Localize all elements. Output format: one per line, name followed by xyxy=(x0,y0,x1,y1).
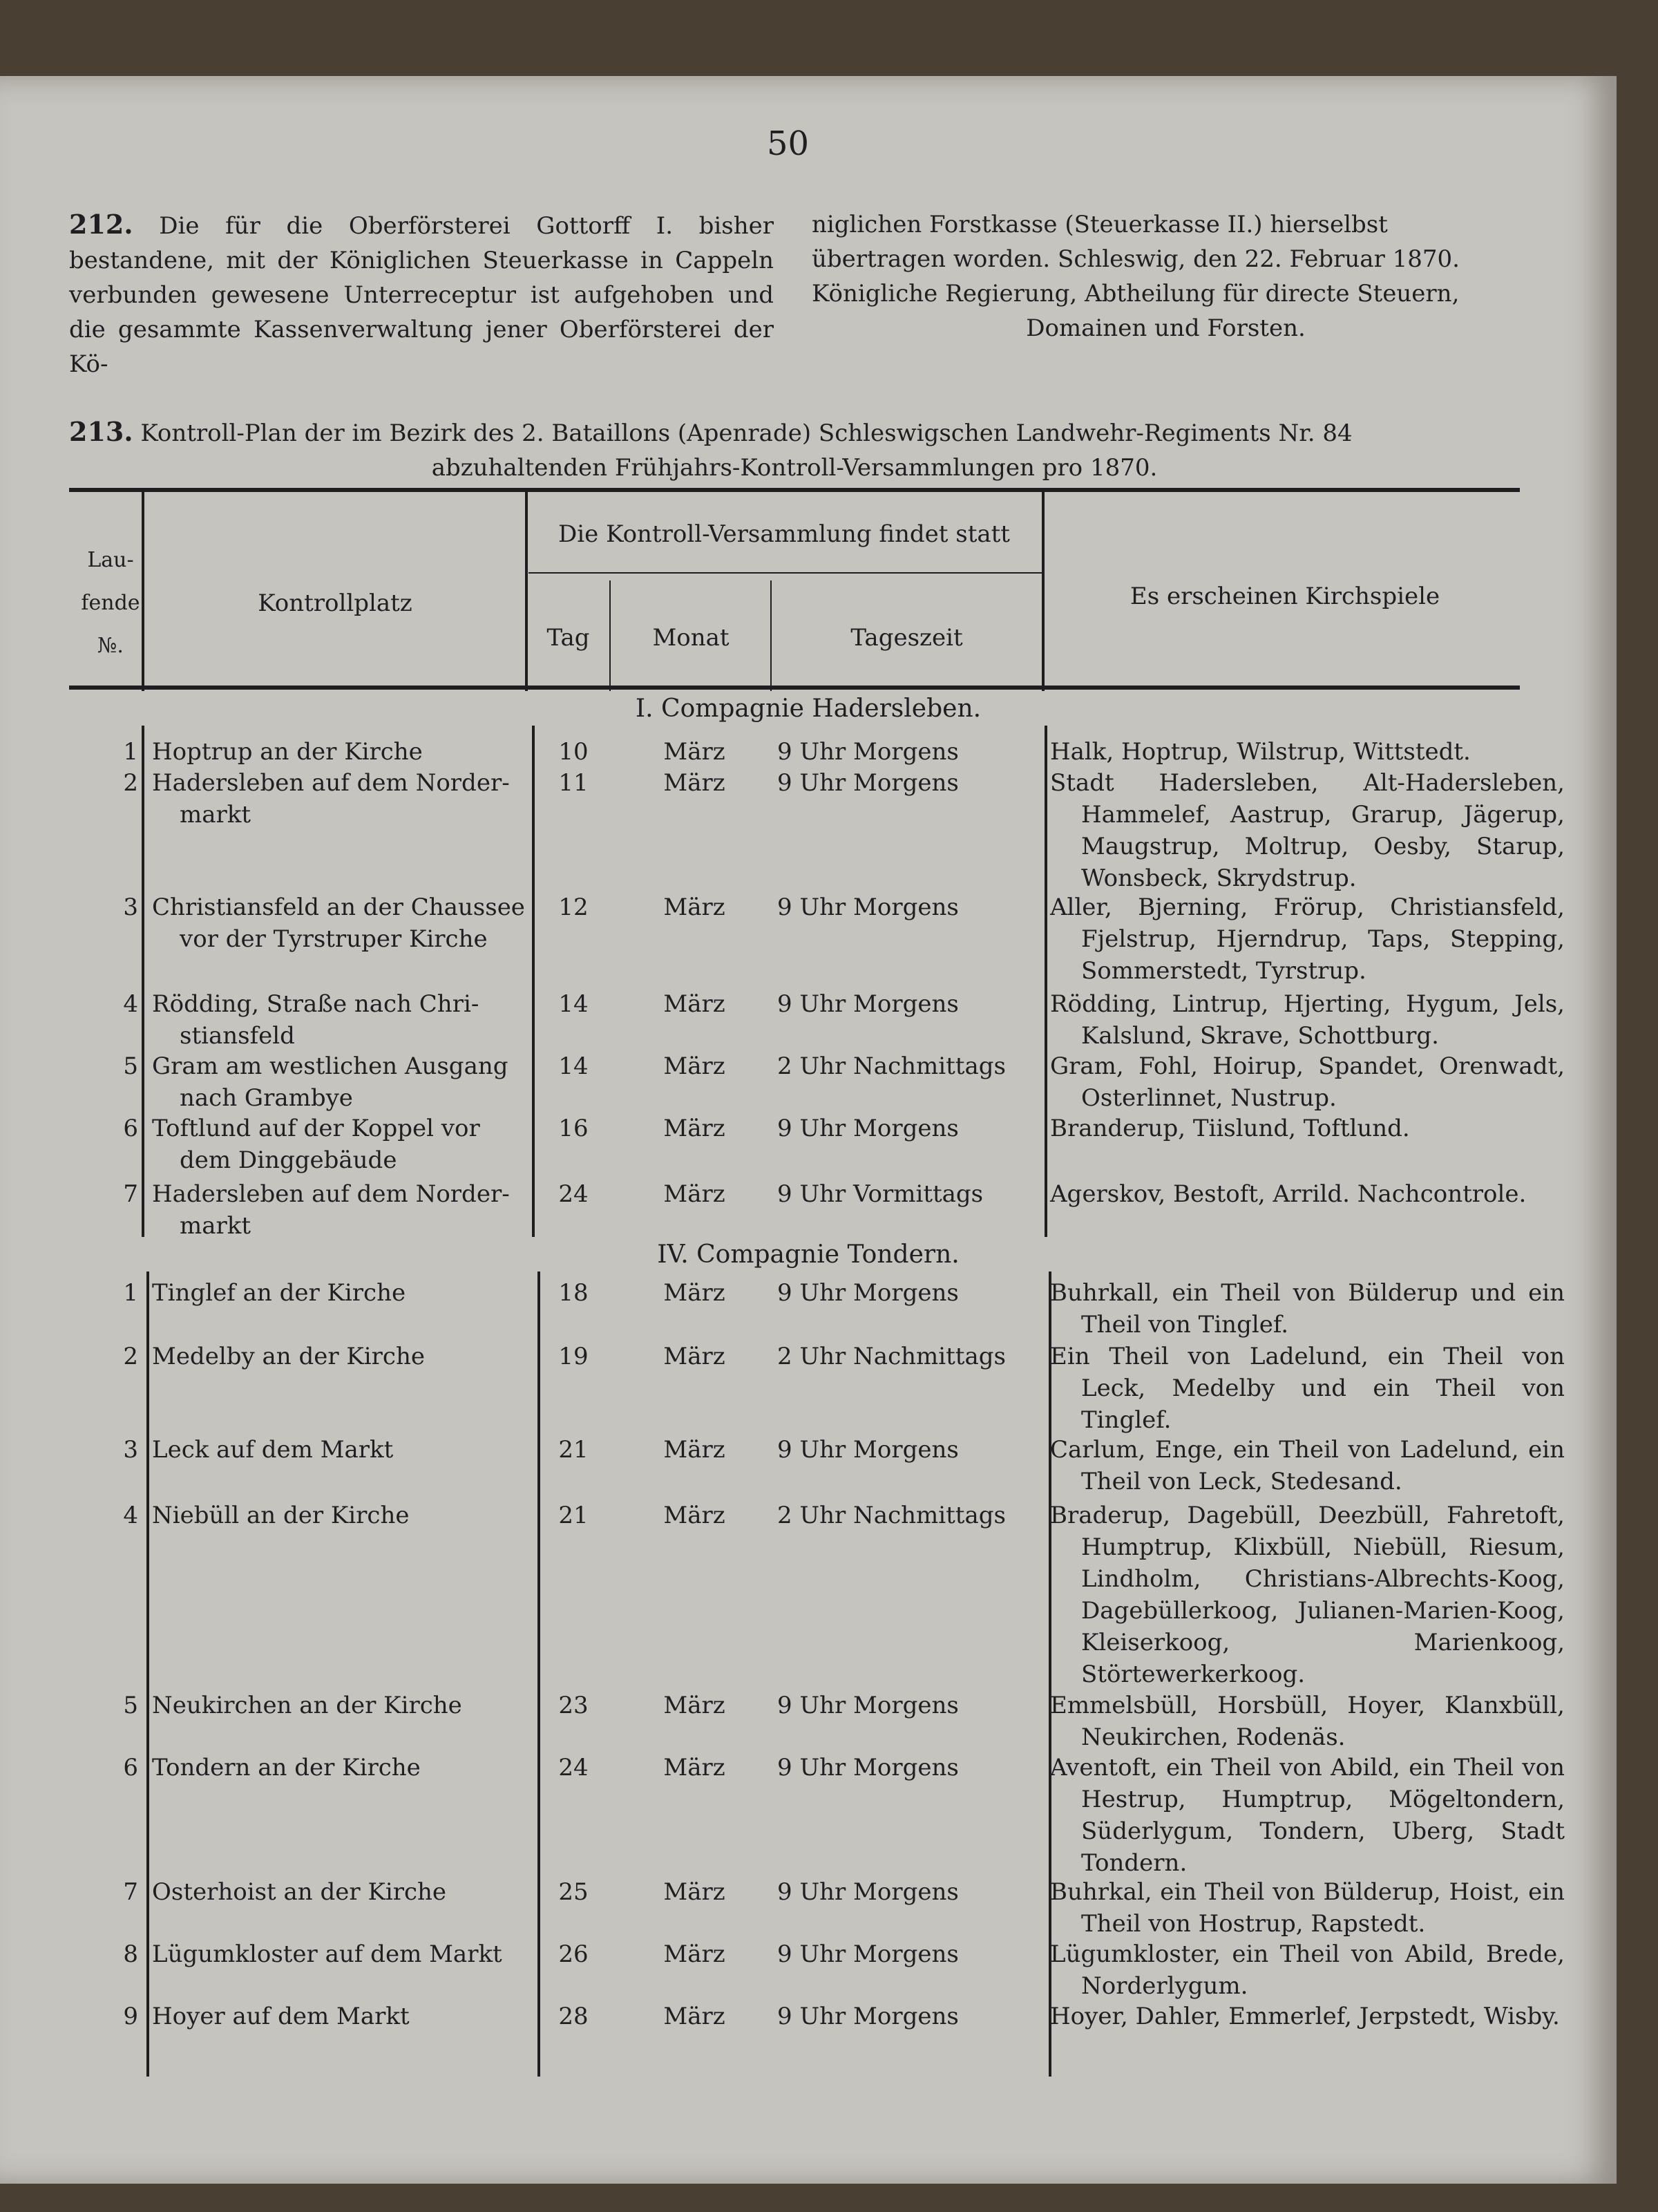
row-number: 7 xyxy=(123,1878,138,1906)
row-monat: März xyxy=(663,1878,725,1906)
row-monat: März xyxy=(663,1343,725,1370)
row-tag: 21 xyxy=(558,1502,589,1529)
row-tag: 14 xyxy=(558,1052,589,1080)
kontrollplatz-line: markt xyxy=(180,801,251,829)
notice-213-title-1: Kontroll-Plan der im Bezirk des 2. Bataillons (Apenrade) Schleswigschen Landwehr-Regiments Nr. 84 xyxy=(140,419,1353,447)
row-tageszeit: 9 Uhr Morgens xyxy=(777,1692,959,1719)
section-title: I. Compagnie Hadersleben. xyxy=(635,694,982,723)
row-kontrollplatz xyxy=(152,1690,525,1721)
row-number: 3 xyxy=(123,894,138,921)
row-monat: März xyxy=(663,1754,725,1781)
row-number: 2 xyxy=(123,769,138,797)
header-monat: Monat xyxy=(652,624,730,652)
kontrollplatz-line: Niebüll an der Kirche xyxy=(152,1502,410,1529)
row-tageszeit: 9 Uhr Morgens xyxy=(777,2003,959,2030)
row-number: 5 xyxy=(123,1692,138,1719)
row-tageszeit: 9 Uhr Morgens xyxy=(777,769,959,797)
header-lfd-3: №. xyxy=(97,634,124,658)
row-kontrollplatz xyxy=(152,1178,525,1242)
row-monat: März xyxy=(663,1180,725,1208)
row-monat: März xyxy=(663,2003,725,2030)
header-vline-3 xyxy=(609,580,611,691)
row-kontrollplatz xyxy=(152,1277,525,1309)
notice-213-title-2: abzuhaltenden Frühjahrs-Kontroll-Versammlungen pro 1870. xyxy=(431,454,1158,482)
kontrollplatz-line: Toftlund auf der Koppel vor xyxy=(152,1115,480,1142)
row-tageszeit: 9 Uhr Vormittags xyxy=(777,1180,984,1208)
kontrollplatz-line: markt xyxy=(180,1212,251,1240)
row-kirchspiele: Ein Theil von Ladelund, ein Theil von Leck, Medelby und ein Theil von Tinglef. xyxy=(1050,1343,1565,1434)
row-tageszeit: 9 Uhr Morgens xyxy=(777,1279,959,1307)
notice-212-signature-2: Domainen und Forsten. xyxy=(1026,314,1306,342)
row-tageszeit: 2 Uhr Nachmittags xyxy=(777,1343,1006,1370)
row-number: 6 xyxy=(123,1115,138,1142)
row-tag: 16 xyxy=(558,1115,589,1142)
row-monat: März xyxy=(663,1692,725,1719)
row-kirchspiele: Hoyer, Dahler, Emmerlef, Jerpstedt, Wisby. xyxy=(1050,2003,1560,2030)
row-tageszeit: 2 Uhr Nachmittags xyxy=(777,1052,1006,1080)
body-vline-1b xyxy=(146,1272,149,2077)
row-kontrollplatz xyxy=(152,1938,525,1970)
header-vline-1 xyxy=(142,491,144,691)
document-page xyxy=(0,76,1617,2184)
row-kirchspiele: Buhrkall, ein Theil von Bülderup und ein Theil von Tinglef. xyxy=(1050,1279,1565,1339)
kontrollplatz-line: nach Grambye xyxy=(180,1084,353,1112)
notice-212-signature-1: Königliche Regierung, Abtheilung für directe Steuern, xyxy=(812,280,1460,308)
row-kirchspiele: Braderup, Dagebüll, Deezbüll, Fahretoft, Humptrup, Klixbüll, Niebüll, Riesum, Lindholm, Christians-Albrechts-Koog, Dagebüllerkoog, Julianen-Marien-Koog, Kleiserkoog, Marienkoog, Störtewerkerkoog. xyxy=(1050,1502,1565,1688)
row-kontrollplatz xyxy=(152,1876,525,1908)
kontrollplatz-line: dem Dinggebäude xyxy=(180,1146,397,1174)
row-monat: März xyxy=(663,1279,725,1307)
row-kirchspiele: Aller, Bjerning, Frörup, Christiansfeld, Fjelstrup, Hjerndrup, Taps, Stepping, Sommerstedt, Tyrstrup. xyxy=(1050,894,1565,985)
header-kirchspiele: Es erscheinen Kirchspiele xyxy=(1130,583,1440,610)
body-vline-5a xyxy=(1045,726,1047,1237)
row-tageszeit: 2 Uhr Nachmittags xyxy=(777,1502,1006,1529)
row-monat: März xyxy=(663,738,725,766)
row-tag: 11 xyxy=(558,769,589,797)
header-kontrollplatz: Kontrollplatz xyxy=(258,589,412,617)
header-tageszeit: Tageszeit xyxy=(850,624,963,652)
row-number: 7 xyxy=(123,1180,138,1208)
row-kirchspiele: Gram, Fohl, Hoirup, Spandet, Orenwadt, Osterlinnet, Nustrup. xyxy=(1050,1052,1565,1112)
row-tag: 24 xyxy=(558,1754,589,1781)
row-monat: März xyxy=(663,1940,725,1968)
row-kirchspiele: Buhrkal, ein Theil von Bülderup, Hoist, ein Theil von Hostrup, Rapstedt. xyxy=(1050,1878,1565,1938)
header-lfd-2: fende xyxy=(81,591,140,615)
row-kirchspiele: Aventoft, ein Theil von Abild, ein Theil von Hestrup, Humptrup, Mögeltondern, Süderlygum, Tondern, Uberg, Stadt Tondern. xyxy=(1050,1754,1565,1877)
row-tag: 19 xyxy=(558,1343,589,1370)
row-number: 4 xyxy=(123,990,138,1018)
row-number: 3 xyxy=(123,1436,138,1464)
row-kirchspiele: Emmelsbüll, Horsbüll, Hoyer, Klanxbüll, Neukirchen, Rodenäs. xyxy=(1050,1692,1565,1751)
notice-212-number: 212. xyxy=(69,209,133,240)
section-title: IV. Compagnie Tondern. xyxy=(657,1240,960,1269)
row-kirchspiele: Lügumkloster, ein Theil von Abild, Brede, Norderlygum. xyxy=(1050,1940,1565,2000)
row-tag: 18 xyxy=(558,1279,589,1307)
row-number: 4 xyxy=(123,1502,138,1529)
row-tag: 28 xyxy=(558,2003,589,2030)
notice-212-text: Die für die Oberförsterei Gottorff I. bisher bestandene, mit der Königlichen Steuerkasse in Cappeln verbunden gewesene Unterreceptur ist aufgehoben und die gesammte Kassenverwaltung jener Oberförsterei der Kö- xyxy=(69,212,774,378)
row-tageszeit: 9 Uhr Morgens xyxy=(777,1754,959,1781)
row-monat: März xyxy=(663,769,725,797)
kontrollplatz-line: Neukirchen an der Kirche xyxy=(152,1692,462,1719)
row-tag: 12 xyxy=(558,894,589,921)
row-tageszeit: 9 Uhr Morgens xyxy=(777,1940,959,1968)
row-tageszeit: 9 Uhr Morgens xyxy=(777,1115,959,1142)
kontrollplatz-line: vor der Tyrstruper Kirche xyxy=(180,925,488,953)
row-tageszeit: 9 Uhr Morgens xyxy=(777,738,959,766)
row-monat: März xyxy=(663,1052,725,1080)
header-bottom-rule xyxy=(69,686,1520,690)
row-kontrollplatz xyxy=(152,891,525,955)
row-tageszeit: 9 Uhr Morgens xyxy=(777,894,959,921)
row-kirchspiele: Stadt Hadersleben, Alt-Hadersleben, Hammelef, Aastrup, Grarup, Jägerup, Maugstrup, Moltrup, Oesby, Starup, Wonsbeck, Skrydstrup. xyxy=(1050,769,1565,892)
kontrollplatz-line: Osterhoist an der Kirche xyxy=(152,1878,447,1906)
row-kontrollplatz xyxy=(152,1341,525,1372)
header-tag: Tag xyxy=(546,624,590,652)
row-number: 9 xyxy=(123,2003,138,2030)
notice-212-right xyxy=(812,207,1520,346)
row-number: 5 xyxy=(123,1052,138,1080)
row-monat: März xyxy=(663,1436,725,1464)
kontrollplatz-line: Tinglef an der Kirche xyxy=(152,1279,406,1307)
kontrollplatz-line: Christiansfeld an der Chaussee xyxy=(152,894,525,921)
row-monat: März xyxy=(663,894,725,921)
notice-213 xyxy=(69,415,1520,485)
header-subrule xyxy=(528,572,1043,574)
row-tageszeit: 9 Uhr Morgens xyxy=(777,1878,959,1906)
row-tag: 24 xyxy=(558,1180,589,1208)
kontrollplatz-line: Hadersleben auf dem Norder- xyxy=(152,769,510,797)
kontrollplatz-line: stiansfeld xyxy=(180,1022,295,1050)
notice-212-text-right: niglichen Forstkasse (Steuerkasse II.) hierselbst übertragen worden. Schleswig, den 22. Februar 1870. xyxy=(812,211,1460,273)
row-monat: März xyxy=(663,1502,725,1529)
row-kirchspiele: Branderup, Tiislund, Toftlund. xyxy=(1050,1115,1410,1142)
row-kontrollplatz xyxy=(152,1050,525,1114)
row-kontrollplatz xyxy=(152,1434,525,1466)
row-tageszeit: 9 Uhr Morgens xyxy=(777,990,959,1018)
row-tag: 10 xyxy=(558,738,589,766)
row-monat: März xyxy=(663,990,725,1018)
row-kirchspiele: Carlum, Enge, ein Theil von Ladelund, ein Theil von Leck, Stedesand. xyxy=(1050,1436,1565,1495)
row-tag: 23 xyxy=(558,1692,589,1719)
row-tag: 25 xyxy=(558,1878,589,1906)
row-tag: 21 xyxy=(558,1436,589,1464)
row-kirchspiele: Rödding, Lintrup, Hjerting, Hygum, Jels, Kalslund, Skrave, Schottburg. xyxy=(1050,990,1565,1050)
kontrollplatz-line: Hoptrup an der Kirche xyxy=(152,738,423,766)
header-vline-2 xyxy=(525,491,528,691)
body-vline-1a xyxy=(142,726,144,1237)
row-kontrollplatz xyxy=(152,1752,525,1784)
header-vline-5 xyxy=(1042,491,1045,691)
row-kontrollplatz xyxy=(152,767,525,831)
kontrollplatz-line: Medelby an der Kirche xyxy=(152,1343,425,1370)
row-kontrollplatz xyxy=(152,736,525,768)
kontrollplatz-line: Rödding, Straße nach Chri- xyxy=(152,990,479,1018)
kontrollplatz-line: Hadersleben auf dem Norder- xyxy=(152,1180,510,1208)
row-monat: März xyxy=(663,1115,725,1142)
kontrollplatz-line: Tondern an der Kirche xyxy=(152,1754,421,1781)
kontrollplatz-line: Gram am westlichen Ausgang xyxy=(152,1052,508,1080)
kontrollplatz-line: Hoyer auf dem Markt xyxy=(152,2003,410,2030)
header-versammlung: Die Kontroll-Versammlung findet statt xyxy=(558,520,1010,548)
row-number: 2 xyxy=(123,1343,138,1370)
row-kirchspiele: Agerskov, Bestoft, Arrild. Nachcontrole. xyxy=(1050,1180,1527,1208)
row-tag: 26 xyxy=(558,1940,589,1968)
row-kirchspiele: Halk, Hoptrup, Wilstrup, Wittstedt. xyxy=(1050,738,1471,766)
header-vline-4 xyxy=(770,580,772,691)
row-tageszeit: 9 Uhr Morgens xyxy=(777,1436,959,1464)
row-number: 1 xyxy=(123,738,138,766)
body-vline-2a xyxy=(532,726,535,1237)
kontrollplatz-line: Leck auf dem Markt xyxy=(152,1436,394,1464)
notice-213-number: 213. xyxy=(69,416,133,447)
row-number: 1 xyxy=(123,1279,138,1307)
header-lfd-1: Lau- xyxy=(87,548,134,572)
row-kontrollplatz xyxy=(152,988,525,1052)
row-kontrollplatz xyxy=(152,1113,525,1176)
table-top-rule xyxy=(69,488,1520,492)
page-number: 50 xyxy=(767,124,810,163)
row-kontrollplatz xyxy=(152,2001,525,2032)
row-number: 8 xyxy=(123,1940,138,1968)
row-kontrollplatz xyxy=(152,1500,525,1531)
kontrollplatz-line: Lügumkloster auf dem Markt xyxy=(152,1940,502,1968)
header-lfd-no xyxy=(79,539,142,668)
row-tag: 14 xyxy=(558,990,589,1018)
row-number: 6 xyxy=(123,1754,138,1781)
notice-212-left xyxy=(69,207,774,381)
